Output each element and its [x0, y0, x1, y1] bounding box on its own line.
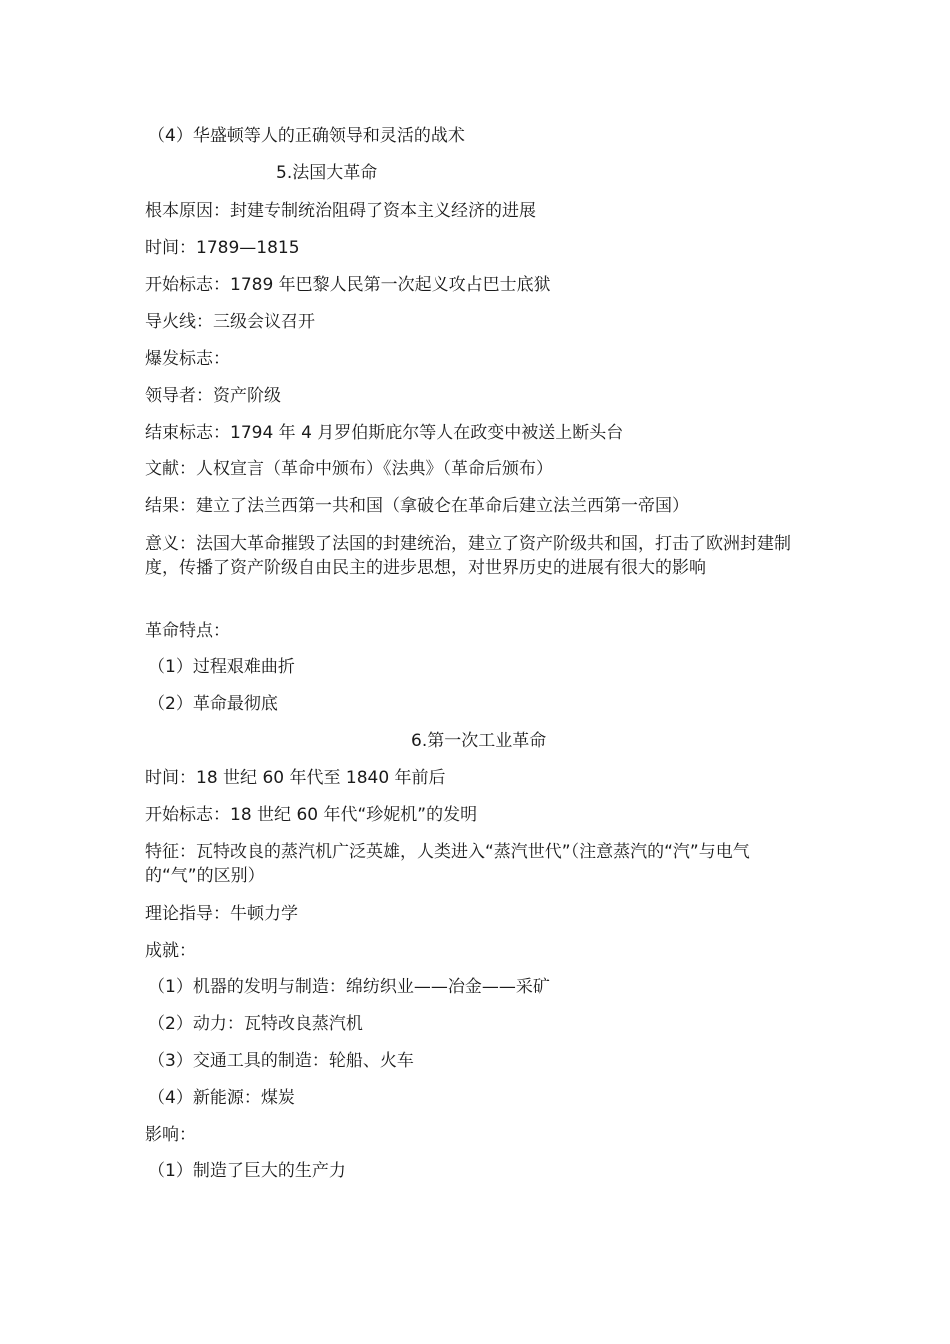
list-item: （2）动力：瓦特改良蒸汽机: [148, 1014, 363, 1034]
text-line: 成就：: [145, 941, 196, 961]
text-line: 革命特点：: [145, 621, 230, 641]
list-item: （4）华盛顿等人的正确领导和灵活的战术: [148, 126, 465, 146]
text-paragraph: 特征：瓦特改良的蒸汽机广泛英雄，人类进入“蒸汽世代”（注意蒸汽的“汽”与电气的“气”的区别）: [145, 842, 750, 886]
section-heading-industrial-revolution: 6.第一次工业革命: [411, 731, 547, 751]
text-line: 根本原因：封建专制统治阻碍了资本主义经济的进展: [145, 201, 536, 221]
list-item: （4）新能源：煤炭: [148, 1088, 295, 1108]
text-line: 时间：18 世纪 60 年代至 1840 年前后: [145, 768, 446, 788]
list-item: （1）制造了巨大的生产力: [148, 1161, 346, 1181]
text-line: 理论指导：牛顿力学: [145, 904, 298, 924]
text-paragraph: 意义：法国大革命摧毁了法国的封建统治，建立了资产阶级共和国，打击了欧洲封建制度，传播了资产阶级自由民主的进步思想，对世界历史的进展有很大的影响: [145, 534, 791, 578]
text-line: 开始标志：1789 年巴黎人民第一次起义攻占巴士底狱: [145, 275, 551, 295]
text-line: 影响：: [145, 1125, 196, 1145]
text-line: 时间：1789—1815: [145, 238, 300, 258]
section-heading-french-revolution: 5.法国大革命: [276, 163, 378, 183]
list-item: （1）机器的发明与制造：绵纺织业——冶金——采矿: [148, 977, 550, 997]
text-line: 开始标志：18 世纪 60 年代“珍妮机”的发明: [145, 805, 478, 825]
text-line: 爆发标志：: [145, 349, 230, 369]
list-item: （2）革命最彻底: [148, 694, 278, 714]
list-item: （1）过程艰难曲折: [148, 657, 295, 677]
text-line: 结果：建立了法兰西第一共和国（拿破仑在革命后建立法兰西第一帝国）: [145, 496, 689, 516]
text-line: 导火线：三级会议召开: [145, 312, 315, 332]
text-line: 文献：人权宣言（革命中颁布）《法典》（革命后颁布）: [145, 459, 553, 479]
list-item: （3）交通工具的制造：轮船、火车: [148, 1051, 414, 1071]
text-line: 结束标志：1794 年 4 月罗伯斯庇尔等人在政变中被送上断头台: [145, 423, 624, 443]
text-line: 领导者：资产阶级: [145, 386, 281, 406]
